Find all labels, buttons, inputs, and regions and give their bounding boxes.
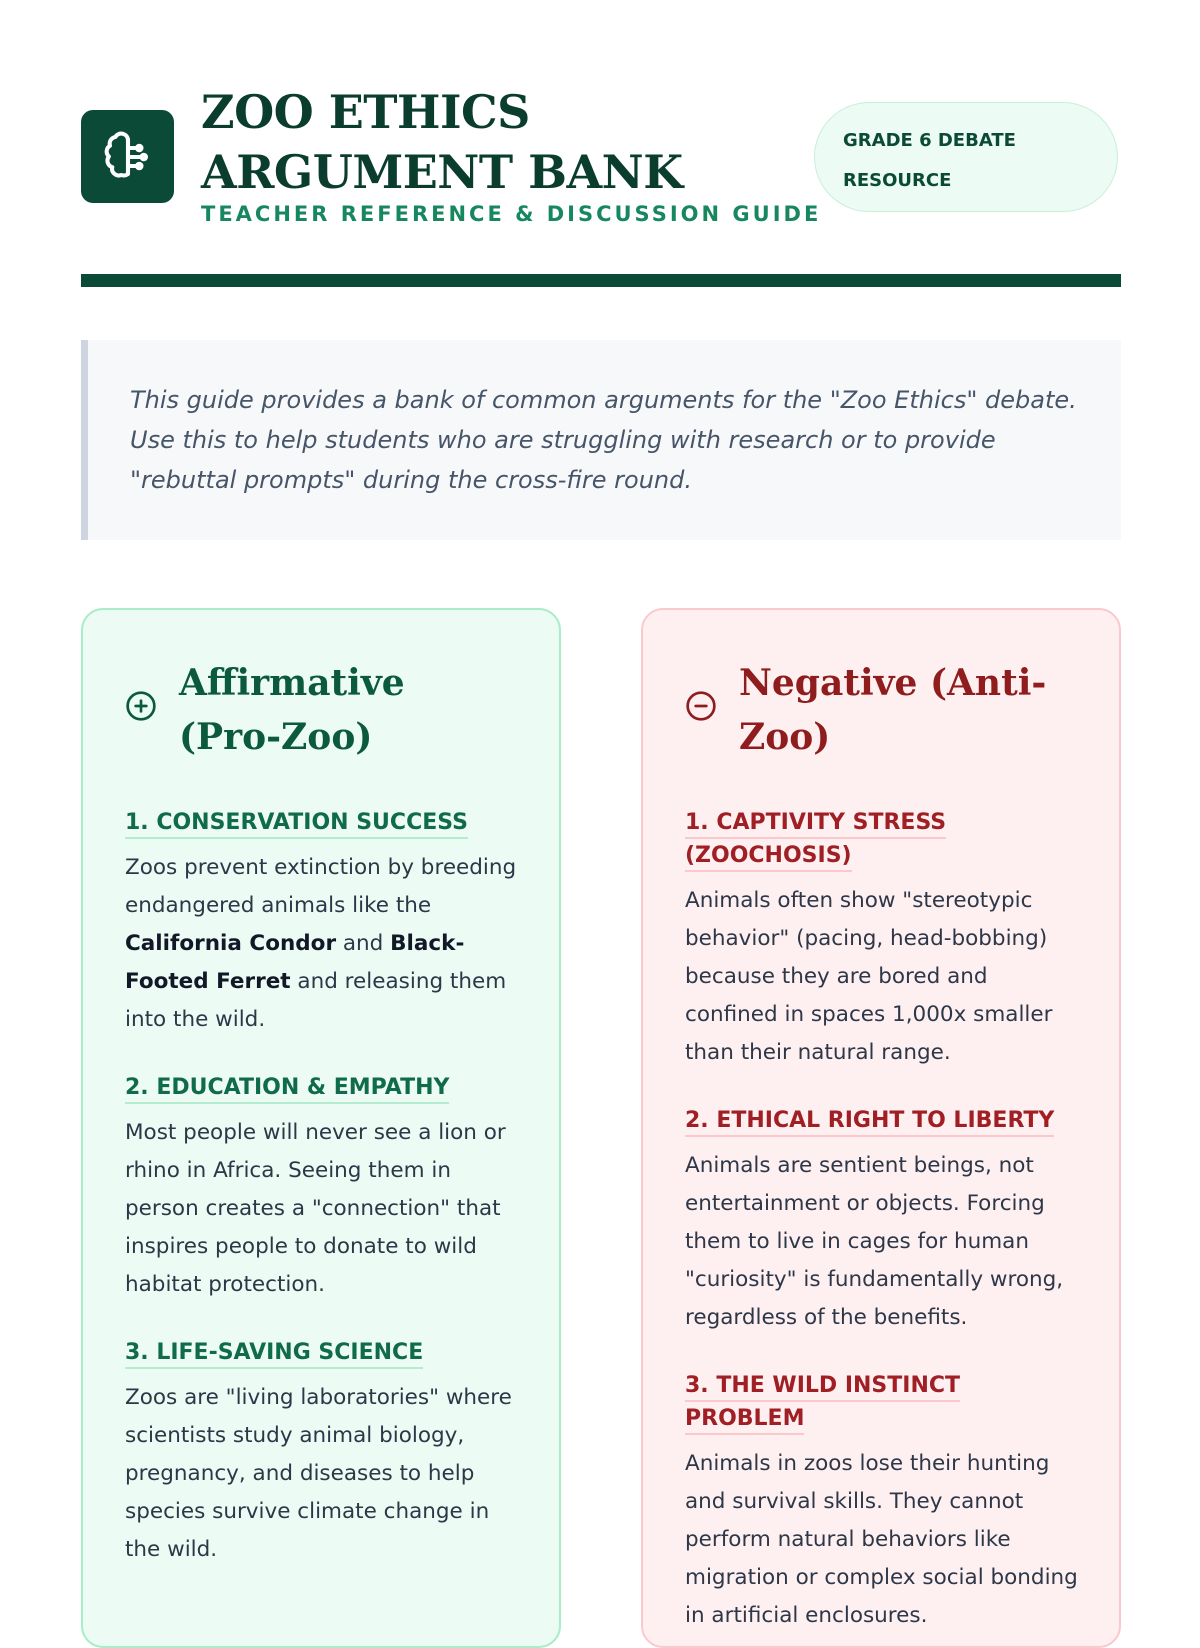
header-divider: [81, 274, 1121, 287]
argument-title: 2. ETHICAL RIGHT TO LIBERTY: [685, 1108, 1054, 1137]
argument-item: [125, 1071, 519, 1304]
argument-body: Most people will never see a lion or rhino in Africa. Seeing them in person creates a "connection" that inspires people to donate to wild habitat protection.: [125, 1120, 506, 1297]
argument-body: Zoos are "living laboratories" where scientists study animal biology, pregnancy, and diseases to help species survive climate change in the wild.: [125, 1385, 512, 1562]
negative-title: Negative (Anti-Zoo): [739, 662, 1047, 758]
brain-icon: [81, 110, 174, 203]
argument-item: [685, 1104, 1079, 1337]
header: [81, 0, 1121, 290]
argument-body: Zoos prevent extinction by breeding endangered animals like the California Condor and Black-Footed Ferret and releasing them into the wild.: [125, 855, 517, 1032]
minus-circle-icon: [685, 690, 717, 726]
argument-title: 3. THE WILD INSTINCT PROBLEM: [685, 1373, 960, 1435]
affirmative-column: [81, 608, 561, 1648]
plus-circle-icon: [125, 690, 157, 726]
argument-body: Animals in zoos lose their hunting and survival skills. They cannot perform natural behaviors like migration or complex social bonding in artificial enclosures.: [685, 1451, 1078, 1628]
page: [81, 0, 1121, 1628]
argument-item: [125, 806, 519, 1039]
argument-title: 1. CONSERVATION SUCCESS: [125, 810, 468, 839]
argument-title: 3. LIFE-SAVING SCIENCE: [125, 1340, 423, 1369]
page-subtitle: TEACHER REFERENCE & DISCUSSION GUIDE: [201, 202, 822, 226]
argument-item: [125, 1336, 519, 1569]
argument-body: Animals often show "stereotypic behavior" (pacing, head-bobbing) because they are bored and confined in spaces 1,000x smaller than their natural range.: [685, 888, 1053, 1065]
negative-header: [685, 656, 1079, 764]
negative-column: [641, 608, 1121, 1648]
argument-title: 2. EDUCATION & EMPATHY: [125, 1075, 449, 1104]
argument-title: 1. CAPTIVITY STRESS (ZOOCHOSIS): [685, 810, 946, 872]
affirmative-header: [125, 656, 519, 764]
intro-callout: This guide provides a bank of common arguments for the "Zoo Ethics" debate. Use this to help students who are struggling with research or to provide "rebuttal prompts" during the cross-fire round.: [81, 340, 1121, 540]
affirmative-title: Affirmative (Pro-Zoo): [179, 662, 405, 758]
argument-item: [685, 1369, 1079, 1635]
page-title: ZOO ETHICS ARGUMENT BANK: [201, 85, 683, 199]
argument-body: Animals are sentient beings, not entertainment or objects. Forcing them to live in cages for human "curiosity" is fundamentally wrong, regardless of the benefits.: [685, 1153, 1064, 1330]
grade-badge: GRADE 6 DEBATE RESOURCE: [814, 102, 1118, 212]
argument-item: [685, 806, 1079, 1072]
